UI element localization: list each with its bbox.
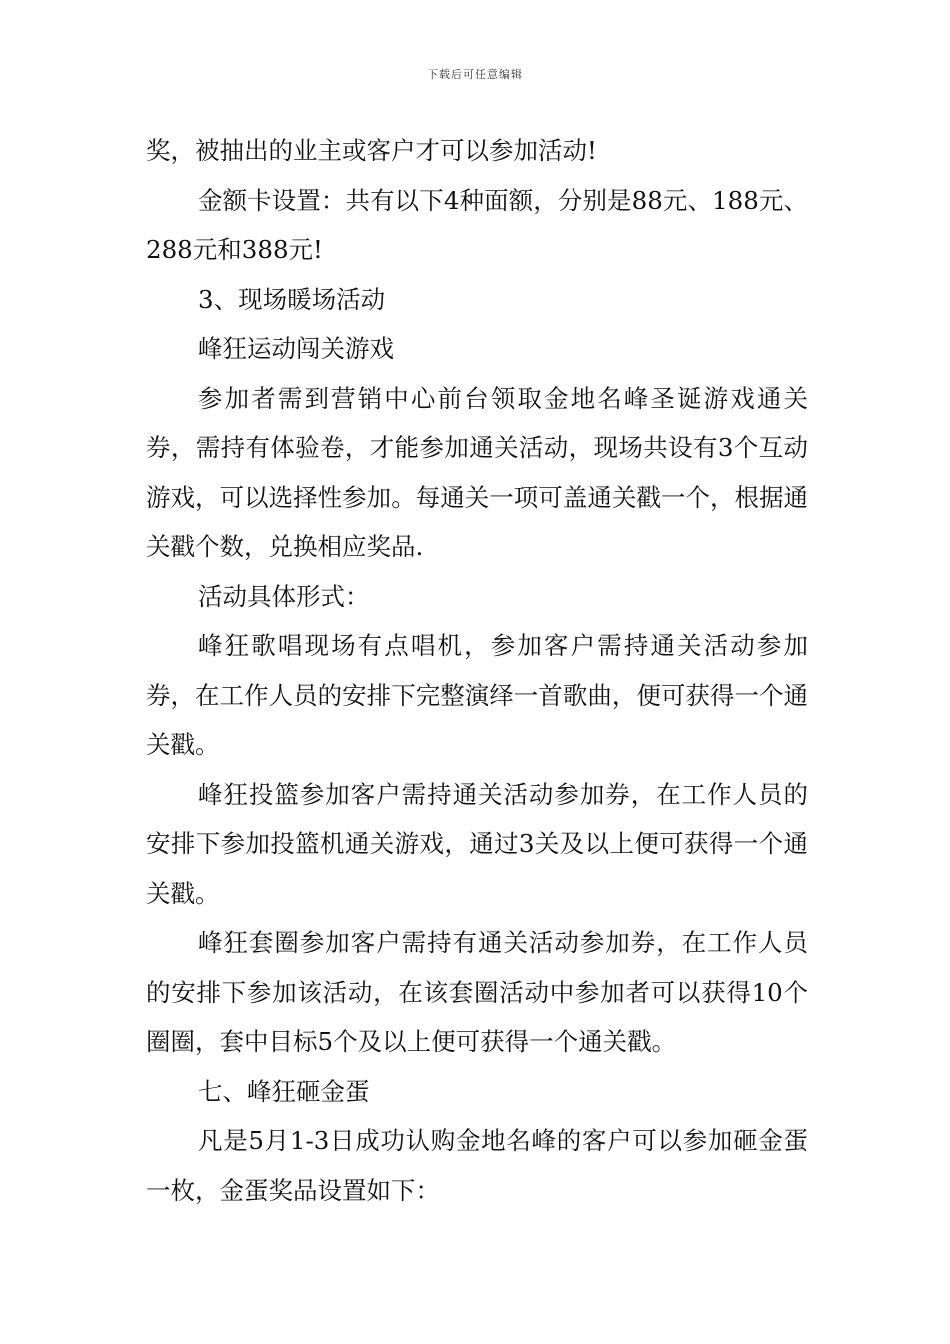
paragraph: 峰狂歌唱现场有点唱机，参加客户需持通关活动参加券，在工作人员的安排下完整演绎一首歌曲，便可获得一个通关戳。 [146, 631, 808, 759]
paragraph: 金额卡设置：共有以下4种面额，分别是88元、188元、288元和388元! [146, 185, 808, 264]
paragraph: 凡是5月1-3日成功认购金地名峰的客户可以参加砸金蛋一枚，金蛋奖品设置如下： [146, 1126, 808, 1205]
paragraph: 参加者需到营销中心前台领取金地名峰圣诞游戏通关券，需持有体验卷，才能参加通关活动，现场共设有3个互动游戏，可以选择性参加。每通关一项可盖通关戳一个，根据通关戳个数，兑换相应奖品. [146, 383, 808, 561]
paragraph: 活动具体形式： [198, 581, 370, 611]
section-heading: 七、峰狂砸金蛋 [198, 1076, 370, 1106]
paragraph: 峰狂套圈参加客户需持有通关活动参加券，在工作人员的安排下参加该活动，在该套圈活动中参加者可以获得10个圈圈，套中目标5个及以上便可获得一个通关戳。 [146, 928, 808, 1056]
page-header: 下载后可任意编辑 [427, 68, 523, 81]
subsection-heading: 峰狂运动闯关游戏 [198, 334, 394, 363]
paragraph: 奖，被抽出的业主或客户才可以参加活动! [146, 136, 597, 165]
paragraph: 峰狂投篮参加客户需持通关活动参加券，在工作人员的安排下参加投篮机通关游戏，通过3关及以上便可获得一个通关戳。 [146, 779, 808, 908]
section-heading: 3、现场暖场活动 [198, 284, 386, 314]
document-body [146, 126, 808, 1215]
